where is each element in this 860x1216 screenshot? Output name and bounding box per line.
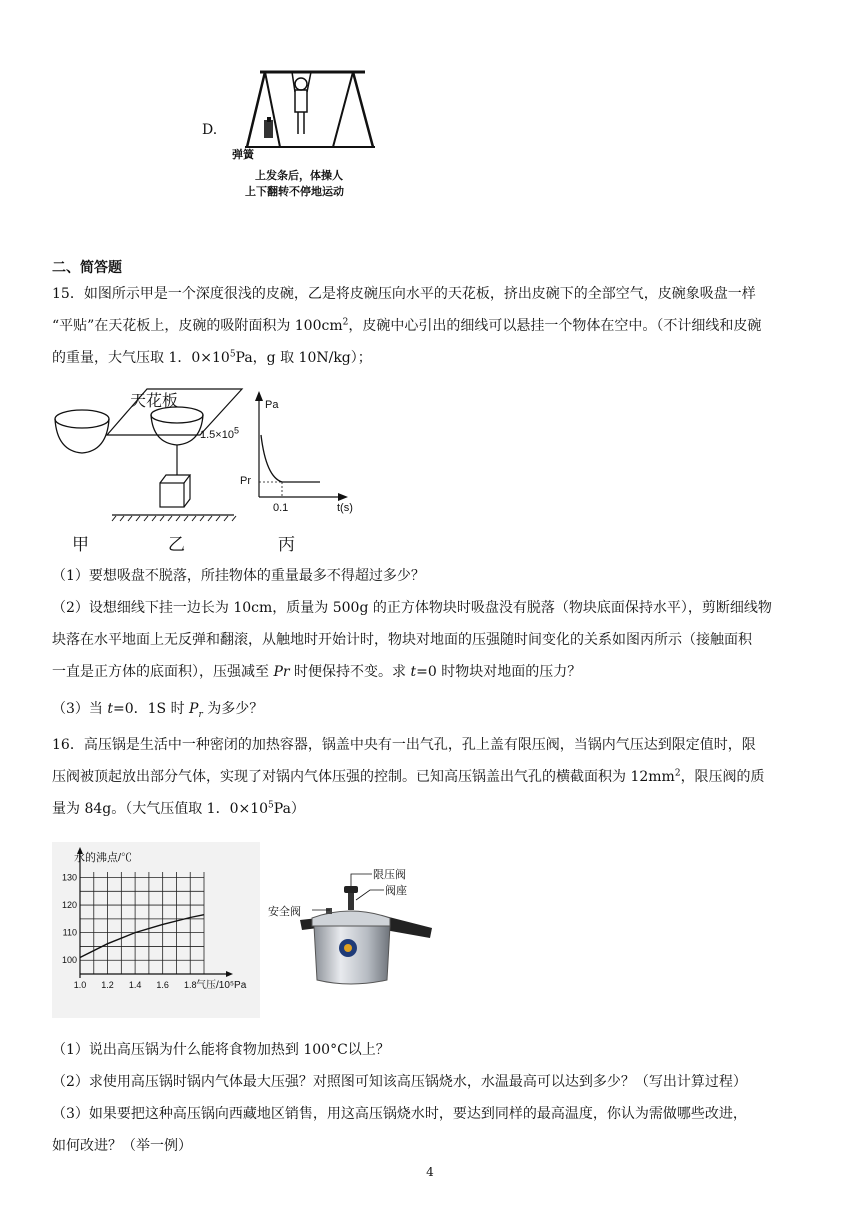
ceiling-label: 天花板: [130, 393, 179, 410]
page-number: 4: [426, 1165, 434, 1179]
q15-line-1: 15．如图所示甲是一个深度很浅的皮碗，乙是将皮碗压向水平的天花板，挤出皮碗下的全部空气，皮碗象吸盘一样: [52, 286, 756, 302]
q15-sub-3: （3）当 t=0．1S 时 $P_r$ 为多少？: [52, 701, 264, 720]
bing-pr-label: Pr: [240, 475, 251, 487]
q15-sub-2-line-3: 一直是正方体的底面积），压强减至 Pr 时便保持不变。求 t=0 时物块对地面的压力？: [52, 664, 582, 680]
figure-label-jia: 甲: [72, 535, 89, 555]
q15-line-3: 的重量，大气压取 1．$0\times 10^5Pa$，g 取 10N/kg）；: [52, 349, 372, 366]
bing-x-axis-label: t(s): [337, 502, 353, 514]
gymnast-caption-2: 上下翻转不停地运动: [245, 186, 344, 198]
x-axis-arrow: [226, 971, 233, 977]
label-limit-valve: 限压阀: [373, 868, 406, 881]
q16-sub-3-line-1: （3）如果要把这种高压锅向西藏地区销售，用这高压锅烧水时，要达到同样的最高温度，你认为需做哪些改进，: [52, 1106, 747, 1122]
gymnast-caption-1: 上发条后，体操人: [255, 170, 343, 182]
bing-y-value: $1.5\times 10^5$: [200, 425, 239, 441]
y-tick-label: 110: [62, 927, 77, 938]
y-tick-label: 120: [61, 900, 77, 911]
chart-x-axis-label: 气压/10⁵Pa: [196, 980, 247, 991]
q15-sub-2-line-1: （2）设想细线下挂一边长为 10cm，质量为 500g 的正方体物块时吸盘没有脱落（物块底面保持水平），剪断细线物: [52, 600, 772, 616]
x-tick-label: 1.4: [128, 980, 142, 990]
bing-y-axis-label: Pa: [265, 399, 279, 411]
boiling-point-curve: [80, 915, 204, 958]
q16-sub-2: （2）求使用高压锅时锅内气体最大压强？对照图可知该高压锅烧水，水温最高可以达到多少？（写出计算过程）: [52, 1074, 747, 1090]
section-title: 二、简答题: [52, 260, 122, 276]
q15-figure: [52, 385, 372, 555]
label-valve-seat: 阀座: [385, 884, 407, 897]
q15-sub-2-line-2: 块落在水平地面上无反弹和翻滚，从触地时开始计时，物块对地面的压强随时间变化的关系如图丙所示（接触面积: [52, 632, 752, 648]
figure-label-yi: 乙: [168, 535, 185, 555]
y-tick-label: 130: [61, 872, 77, 883]
q16-line-2: 压阀被顶起放出部分气体，实现了对锅内气体压强的控制。已知高压锅盖出气孔的横截面积为 $12mm^2$，限压阀的质: [52, 768, 765, 785]
option-d-label: D.: [202, 122, 218, 138]
x-tick-label: 1.0: [73, 980, 87, 990]
x-tick-label: 1.6: [156, 980, 169, 990]
q16-sub-3-line-2: 如何改进？（举一例）: [52, 1138, 192, 1154]
x-tick-label: 1.8: [183, 980, 197, 990]
q16-line-1: 16．高压锅是生活中一种密闭的加热容器，锅盖中央有一出气孔，孔上盖有限压阀，当锅内气压达到限定值时，限: [52, 737, 756, 753]
label-safety-valve: 安全阀: [268, 905, 301, 918]
x-tick-label: 1.2: [101, 980, 114, 990]
chart-y-axis-label: 水的沸点/℃: [74, 852, 133, 864]
q15-sub-1: （1）要想吸盘不脱落，所挂物体的重量最多不得超过多少？: [52, 568, 425, 584]
y-tick-label: 100: [61, 955, 77, 966]
spring-label: 弹簧: [232, 149, 254, 161]
cooker-pointer-lines: [290, 868, 450, 928]
figure-label-bing: 丙: [278, 535, 295, 555]
q16-line-3: 量为 84g。（大气压值取 1．$0\times 10^5Pa$）: [52, 800, 305, 817]
bing-x-tick: 0.1: [273, 502, 289, 514]
q15-line-2: “平贴”在天花板上，皮碗的吸附面积为 $100cm^2$，皮碗中心引出的细线可以悬挂一个物体在空中。（不计细线和皮碗: [52, 317, 762, 334]
q16-sub-1: （1）说出高压锅为什么能将食物加热到 100°C以上？: [52, 1042, 390, 1058]
